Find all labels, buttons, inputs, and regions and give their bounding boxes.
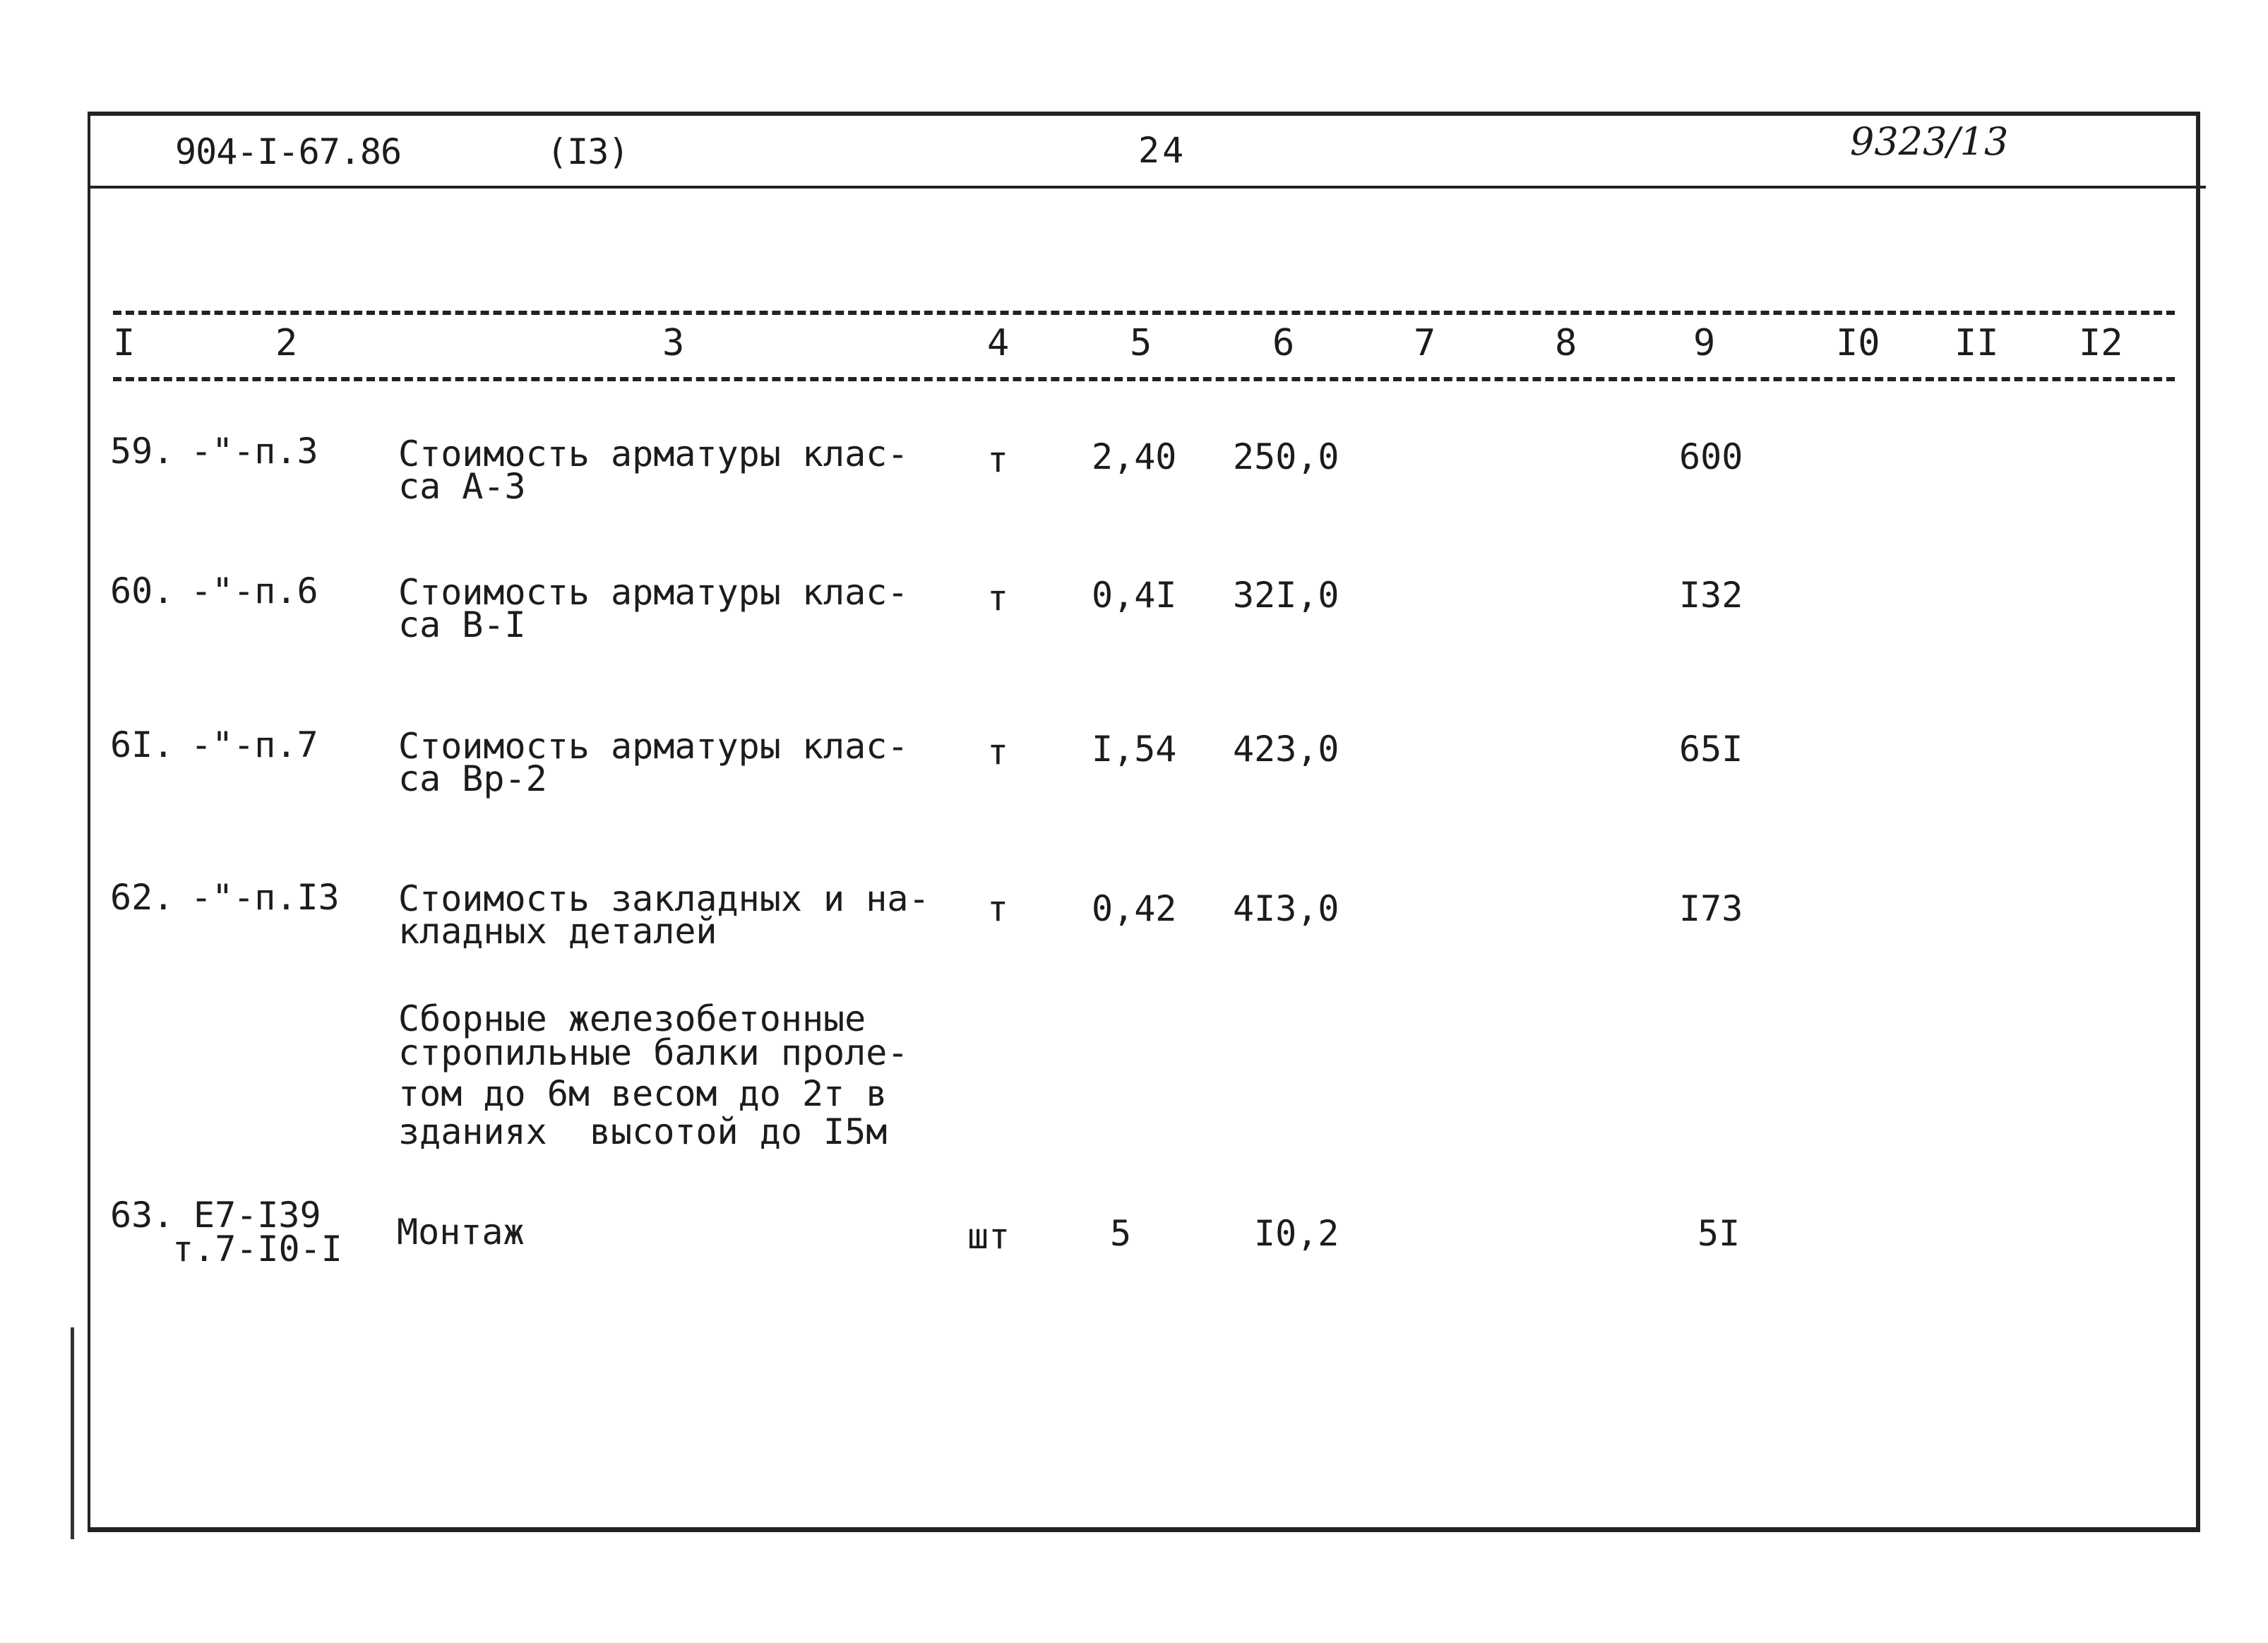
row-unit-price: 250,0 — [1233, 436, 1339, 477]
row-unit-price: 32I,0 — [1233, 575, 1339, 616]
row-reference: Е7-I39 — [193, 1195, 321, 1236]
row-number: 60. — [110, 570, 174, 611]
row-reference: -"-п.7 — [191, 724, 318, 765]
row-unit: т — [987, 888, 1009, 929]
frame-edge — [71, 1327, 74, 1539]
row-unit: т — [987, 731, 1009, 772]
row-description-line: са А-3 — [398, 466, 526, 507]
section-heading-line: том до 6м весом до 2т в — [398, 1073, 888, 1114]
row-reference: -"-п.3 — [191, 431, 318, 472]
column-rule-bottom — [113, 377, 2175, 381]
col-header-9: 9 — [1693, 322, 1716, 364]
row-number: 62. — [110, 877, 174, 918]
col-header-8: 8 — [1555, 322, 1577, 364]
row-unit: т — [987, 578, 1009, 619]
col-header-2: 2 — [275, 322, 298, 364]
row-quantity: 2,40 — [1092, 436, 1177, 477]
row-reference-2: т.7-I0-I — [172, 1229, 342, 1269]
col-header-1: I — [113, 322, 136, 364]
row-quantity: 5 — [1110, 1213, 1132, 1254]
sheet-ref: (I3) — [547, 131, 629, 172]
col-header-10: I0 — [1836, 322, 1880, 364]
row-description-line: са В-I — [398, 604, 526, 645]
col-header-3: 3 — [662, 322, 685, 364]
row-total: 65I — [1679, 729, 1743, 770]
col-header-11: II — [1954, 322, 1999, 364]
row-unit-price: 423,0 — [1233, 729, 1339, 770]
col-header-7: 7 — [1414, 322, 1436, 364]
col-header-12: I2 — [2079, 322, 2123, 364]
row-number: 59. — [110, 431, 174, 472]
row-description-line: Стоимость закладных и на- — [398, 878, 930, 919]
row-description-line: Монтаж — [397, 1212, 525, 1253]
doc-code: 904-I-67.86 — [175, 131, 402, 172]
row-quantity: I,54 — [1092, 729, 1177, 770]
row-unit: шт — [967, 1216, 1010, 1257]
page-number: 24 — [1138, 130, 1187, 171]
row-reference: -"-п.6 — [191, 570, 318, 611]
row-unit-price: 4I3,0 — [1233, 888, 1339, 929]
section-heading-line: стропильные балки проле- — [398, 1032, 909, 1073]
col-header-6: 6 — [1272, 322, 1295, 364]
row-description-line: Стоимость арматуры клас- — [398, 572, 909, 613]
section-heading-line: зданиях высотой до I5м — [398, 1111, 888, 1152]
row-total: I73 — [1679, 888, 1743, 929]
row-description-line: Стоимость арматуры клас- — [398, 434, 909, 474]
column-rule-top — [113, 311, 2175, 315]
row-quantity: 0,42 — [1092, 888, 1177, 929]
row-total: 600 — [1679, 436, 1743, 477]
col-header-4: 4 — [987, 322, 1010, 364]
section-heading-line: Сборные железобетонные — [398, 998, 866, 1039]
row-description-line: Стоимость арматуры клас- — [398, 726, 909, 767]
stamp-number: 9323/13 — [1850, 119, 2009, 164]
col-header-5: 5 — [1130, 322, 1152, 364]
row-description-line: кладных деталей — [398, 911, 717, 952]
row-unit: т — [987, 439, 1009, 480]
row-reference: -"-п.I3 — [191, 877, 340, 918]
row-number: 63. — [110, 1195, 174, 1236]
row-description-line: са Вр-2 — [398, 758, 547, 799]
row-number: 6I. — [110, 724, 174, 765]
row-total: I32 — [1679, 575, 1743, 616]
row-total: 5I — [1697, 1213, 1741, 1254]
row-unit-price: I0,2 — [1254, 1213, 1339, 1254]
header-divider — [88, 186, 2206, 189]
row-quantity: 0,4I — [1092, 575, 1177, 616]
